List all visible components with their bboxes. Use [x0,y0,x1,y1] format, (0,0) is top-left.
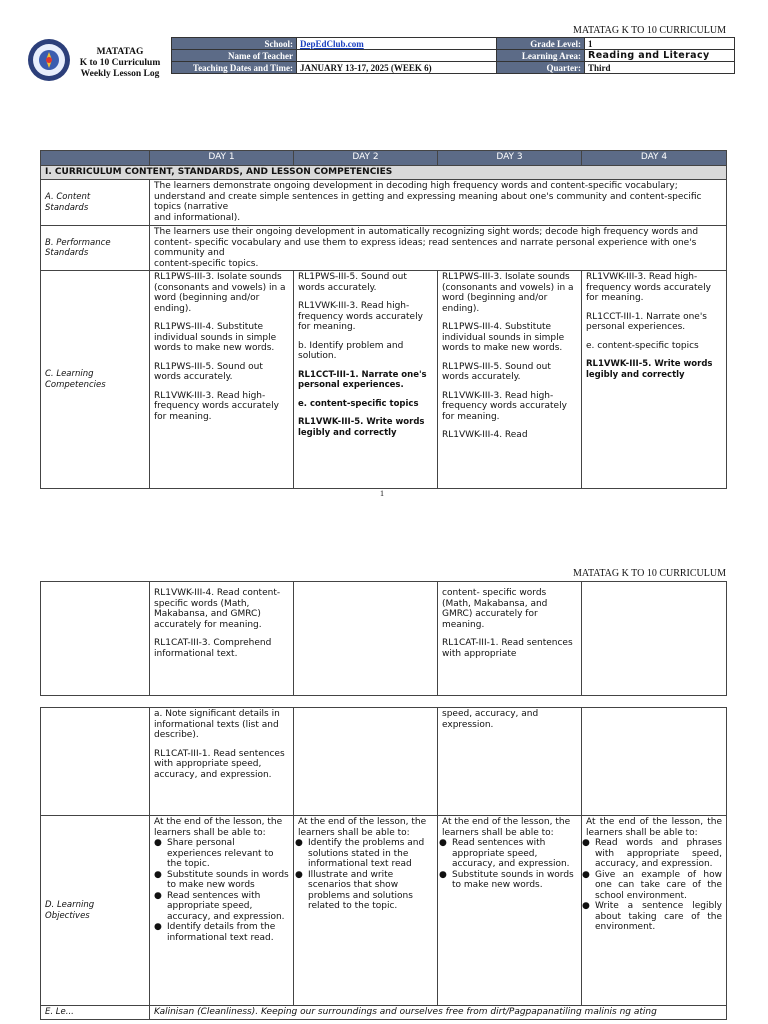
competency-item: RL1PWS-III-5. Sound out words accurately. [298,272,407,293]
logo-title-line: Weekly Lesson Log [80,69,160,79]
learning-competencies-label: C. Learning Competencies [41,271,150,489]
competencies-day-1 [150,271,294,489]
school-value [297,38,497,50]
objectives-intro: At the end of the lesson, the learners shall be able to: [298,817,427,838]
competency-item: RL1PWS-III-3. Isolate sounds (consonants and vowels) in a word (beginning and/or ending). [442,272,574,314]
lesson-log-table [40,150,727,489]
continued-competencies-day-1-b [150,708,294,816]
objectives-day-4 [582,816,727,1006]
competency-item: RL1VWK-III-4. Read content- specific words (Math, Makabansa, and GMRC) accurately for meaning. [154,588,281,630]
objectives-intro: At the end of the lesson, the learners shall be able to: [442,817,571,838]
objective-item: ● Illustrate and write scenarios that show problems and solutions related to the topic. [308,870,433,912]
logo-title [72,47,168,80]
competency-item: RL1VWK-III-3. Read high-frequency words accurately for meaning. [154,390,279,422]
competency-item: RL1PWS-III-4. Substitute individual sounds in simple words to make new words. [442,322,565,353]
performance-standards-label: B. Performance Standards [41,226,150,271]
competency-item: RL1CAT-III-1. Read sentences with appropriate [442,638,573,659]
continued-competencies-day-3 [438,582,582,696]
continued-competencies-day-1 [150,582,294,696]
integration-text: Kalinisan (Cleanliness). Keeping our surroundings and ourselves free from dirt/Pagpapanatiling malinis ng ating [150,1006,727,1020]
school-link[interactable]: DepEdClub.com [300,38,364,49]
competency-item: RL1PWS-III-5. Sound out words accurately. [154,361,263,382]
continuation-table-2 [40,707,727,1020]
competencies-day-2 [294,271,438,489]
curriculum-title-page2: MATATAG K TO 10 CURRICULUM [572,568,726,579]
dates-value: JANUARY 13-17, 2025 (WEEK 6) [297,62,497,74]
grade-value: 1 [585,38,735,50]
competency-item: a. Note significant details in informational texts (list and describe). [154,709,280,740]
day-header-row [41,151,727,166]
continued-competencies-day-3-b: speed, accuracy, and expression. [438,708,582,816]
objective-item: ● Read sentences with appropriate speed, accuracy, and expression. [167,891,289,923]
objectives-intro: At the end of the lesson, the learners shall be able to: [154,817,283,838]
quarter-label: Quarter: [497,62,585,74]
dates-label: Teaching Dates and Time: [172,62,297,74]
competencies-day-3 [438,271,582,489]
competency-item: RL1VWK-III-5. Write words legibly and correctly [586,359,713,380]
continuation-table-1 [40,581,727,696]
content-standards-text: The learners demonstrate ongoing development in decoding high frequency words and content-specific vocabulary; understand and create simple sentences in getting and expressing meaning about one's community and content-specific topics (narrative and informational). [150,180,727,226]
competency-item: RL1PWS-III-3. Isolate sounds (consonants and vowels) in a word (beginning and/or ending). [154,272,286,314]
objective-item: ● Read sentences with appropriate speed, accuracy, and expression. [452,838,577,870]
objective-item: ● Give an example of how one can take care of the school environment. [595,870,722,902]
objective-item: ● Share personal experiences relevant to the topic. [167,838,289,870]
competency-item: RL1PWS-III-5. Sound out words accurately. [442,361,551,382]
learning-objectives-label: D. Learning Objectives [41,816,150,1006]
objective-item: ● Read words and phrases with appropriate speed, accuracy, and expression. [595,838,722,870]
competency-item: RL1CAT-III-3. Comprehend informational text. [154,638,272,659]
competency-item: b. Identify problem and solution. [298,340,404,361]
teacher-value [297,50,497,62]
objective-item: ● Identify details from the informational text read. [167,922,289,943]
competency-item: RL1VWK-III-4. Read [442,430,528,440]
competencies-day-4 [582,271,727,489]
day-1-header: DAY 1 [150,151,294,166]
competency-item: RL1CCT-III-1. Narrate one's personal experiences. [298,369,427,390]
competency-item: RL1CCT-III-1. Narrate one's personal experiences. [586,311,707,332]
header-info-table [171,37,735,74]
competency-item: e. content-specific topics [298,398,419,409]
competency-item: e. content-specific topics [586,340,699,351]
day-2-header: DAY 2 [294,151,438,166]
area-value: Reading and Literacy [585,50,735,62]
integration-label: E. Le... [41,1006,150,1020]
grade-label: Grade Level: [497,38,585,50]
logo-title-line: MATATAG [96,47,144,57]
content-standards-label: A. Content Standards [41,180,150,226]
objective-item: ● Substitute sounds in words to make new words. [452,870,577,891]
area-label: Learning Area: [497,50,585,62]
day-4-header: DAY 4 [582,151,727,166]
competency-item: RL1VWK-III-5. Write words legibly and correctly [298,417,425,438]
objective-item: ● Substitute sounds in words to make new words [167,870,289,891]
quarter-value: Third [585,62,735,74]
day-3-header: DAY 3 [438,151,582,166]
competency-item: RL1VWK-III-3. Read high-frequency words accurately for meaning. [442,390,567,422]
school-label: School: [172,38,297,50]
competency-item: RL1CAT-III-1. Read sentences with appropriate speed, accuracy, and expression. [154,748,285,780]
deped-seal-icon [27,38,71,82]
objectives-intro: At the end of the lesson, the learners shall be able to: [586,817,722,838]
competency-item: RL1VWK-III-3. Read high-frequency words accurately for meaning. [586,272,711,303]
section-heading: I. CURRICULUM CONTENT, STANDARDS, AND LESSON COMPETENCIES [41,166,727,180]
objectives-day-1 [150,816,294,1006]
teacher-label: Name of Teacher [172,50,297,62]
logo-title-line: K to 10 Curriculum [79,58,161,68]
competency-item: RL1PWS-III-4. Substitute individual sounds in simple words to make new words. [154,322,277,353]
curriculum-title: MATATAG K TO 10 CURRICULUM [572,25,726,36]
competency-item: content- specific words (Math, Makabansa, and GMRC) accurately for meaning. [442,588,548,630]
objective-item: ● Write a sentence legibly about taking care of the environment. [595,901,722,933]
objective-item: ● Identify the problems and solutions stated in the informational text read [308,838,433,870]
performance-standards-text: The learners use their ongoing development in automatically recognizing sight words; decode high frequency words and content- specific vocabulary and use them to express ideas; read sentences and narrate personal experience with one's community and content-specific topics. [150,226,727,271]
competency-item: RL1VWK-III-3. Read high-frequency words accurately for meaning. [298,301,423,332]
objectives-day-2 [294,816,438,1006]
objectives-day-3 [438,816,582,1006]
page-number: 1 [380,489,384,498]
